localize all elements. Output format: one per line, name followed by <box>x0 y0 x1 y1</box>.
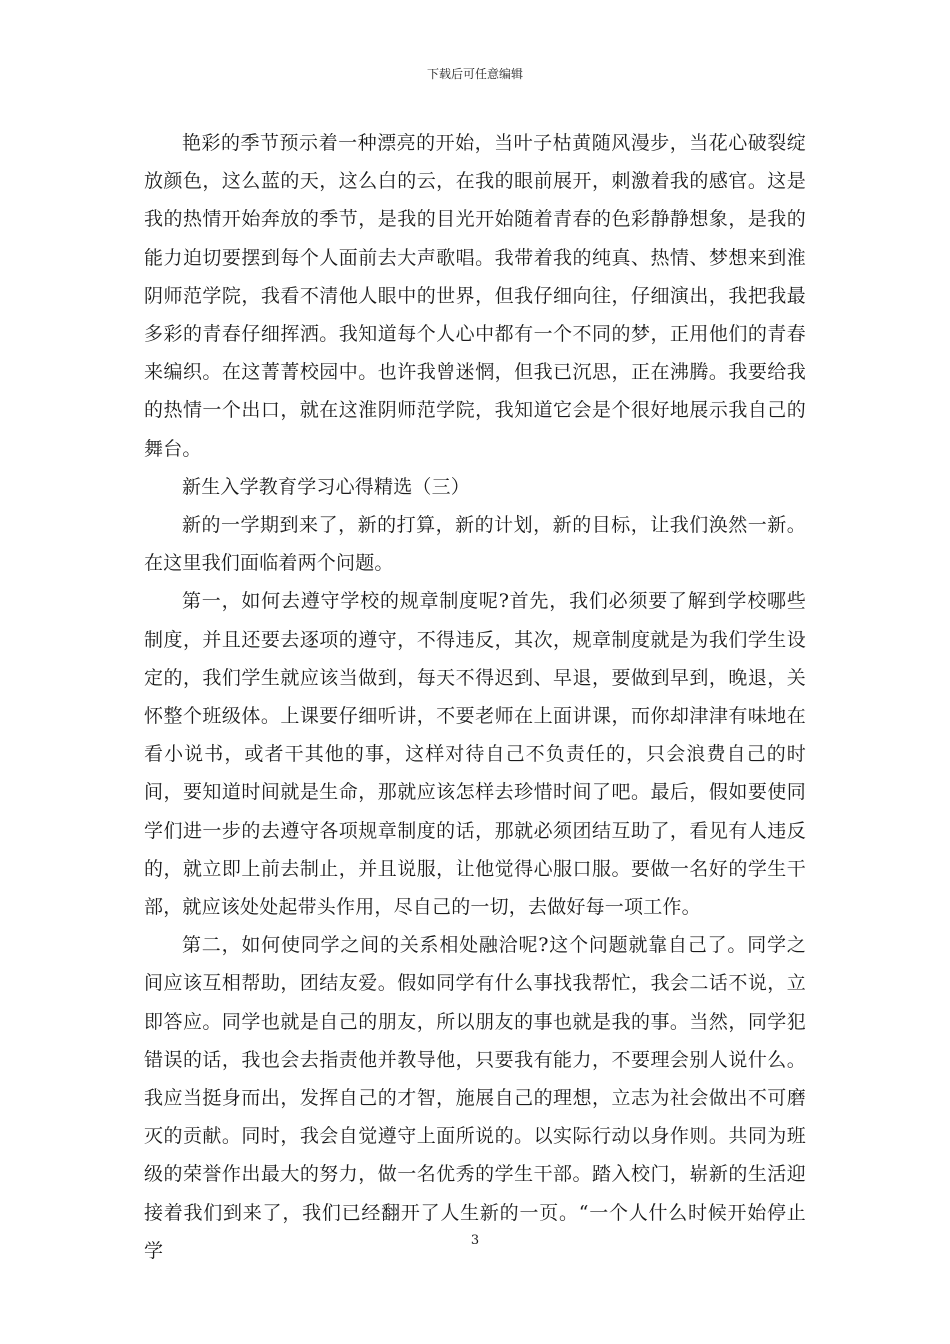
page-header: 下载后可任意编辑 <box>426 67 523 81</box>
page-number: 3 <box>470 1233 480 1248</box>
section-heading: 新生入学教育学习心得精选（三） <box>182 475 471 498</box>
paragraph: 第一，如何去遵守学校的规章制度呢?首先，我们必须要了解到学校哪些制度，并且还要去逐项的遵守，不得违反，其次，规章制度就是为我们学生设定的，我们学生就应该当做到，每天不得迟到、早退，要做到早到，晚退，关怀整个班级体。上课要仔细听讲，不要老师在上面讲课，而你却津津有味地在看小说书，或者干其他的事，这样对待自己不负责任的，只会浪费自己的时间，要知道时间就是生命，那就应该怎样去珍惜时间了吧。最后，假如要使同学们进一步的去遵守各项规章制度的话，那就必须团结互助了，看见有人违反的，就立即上前去制止，并且说服，让他觉得心服口服。要做一名好的学生干部，就应该处处起带头作用，尽自己的一切，去做好每一项工作。 <box>144 590 806 919</box>
paragraph: 新的一学期到来了，新的打算，新的计划，新的目标，让我们涣然一新。在这里我们面临着两个问题。 <box>144 514 806 575</box>
document-body <box>144 124 806 1270</box>
paragraph: 第二，如何使同学之间的关系相处融洽呢?这个问题就靠自己了。同学之间应该互相帮助，团结友爱。假如同学有什么事找我帮忙，我会二话不说，立即答应。同学也就是自己的朋友，所以朋友的事也就是我的事。当然，同学犯错误的话，我也会去指责他并教导他，只要我有能力，不要理会别人说什么。我应当挺身而出，发挥自己的才智，施展自己的理想，立志为社会做出不可磨灭的贡献。同时，我会自觉遵守上面所说的。以实际行动以身作则。共同为班级的荣誉作出最大的努力，做一名优秀的学生干部。踏入校门，崭新的生活迎接着我们到来了，我们已经翻开了人生新的一页。“一个人什么时候开始停止学 <box>144 934 806 1262</box>
paragraph: 艳彩的季节预示着一种漂亮的开始，当叶子枯黄随风漫步，当花心破裂绽放颜色，这么蓝的天，这么白的云，在我的眼前展开，刺激着我的感官。这是我的热情开始奔放的季节，是我的目光开始随着青春的色彩静静想象，是我的能力迫切要摆到每个人面前去大声歌唱。我带着我的纯真、热情、梦想来到淮阴师范学院，我看不清他人眼中的世界，但我仔细向往，仔细演出，我把我最多彩的青春仔细挥洒。我知道每个人心中都有一个不同的梦，正用他们的青春来编织。在这菁菁校园中。也许我曾迷惘，但我已沉思，正在沸腾。我要给我的热情一个出口，就在这淮阴师范学院，我知道它会是个很好地展示我自己的舞台。 <box>144 132 806 460</box>
